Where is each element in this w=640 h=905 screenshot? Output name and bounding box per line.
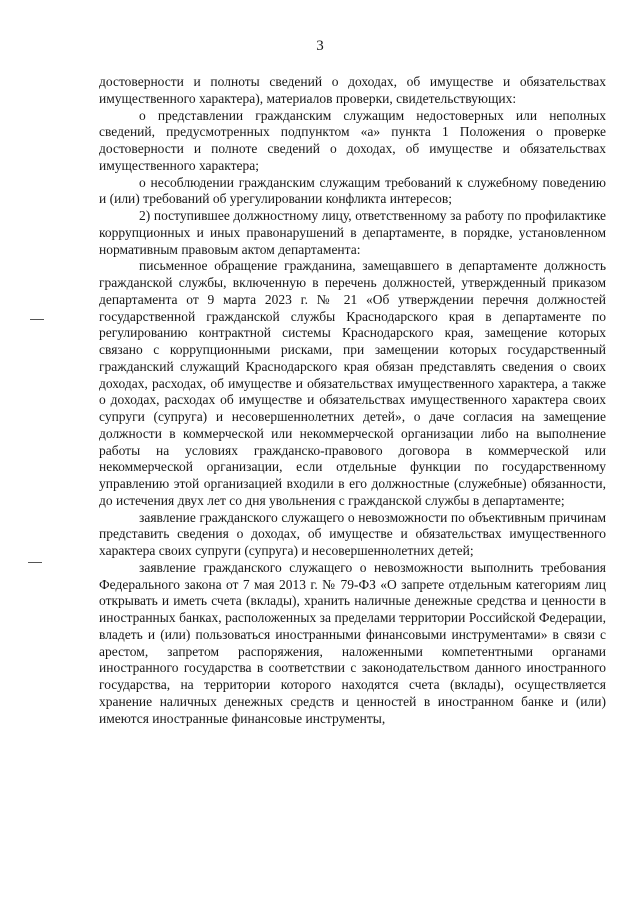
page-number: 3 [316, 38, 324, 54]
paragraph-spouse-info-statement: заявление гражданского служащего о невозможности по объективным причинам представить сведения о доходах, об имуществе и обязательствах имущественного характера своих супруги (супруга) и несовершеннолетних детей; [99, 509, 606, 558]
document-body [99, 74, 606, 727]
margin-mark-bottom [28, 562, 42, 563]
paragraph-foreign-accounts-statement: заявление гражданского служащего о невозможности выполнить требования Федерального закона от 7 мая 2013 г. № 79-ФЗ «О запрете отдельным категориям лиц открывать и иметь счета (вклады), хранить наличные денежные средства и ценности в иностранных банках, расположенных за пределами территории Российской Федерации, владеть и (или) пользоваться иностранными финансовыми инструментами» в связи с арестом, запретом распоряжения, наложенными компетентными органами иностранного государства в соответствии с законодательством данного иностранного государства, на территории которого находятся счета (вклады), осуществляется хранение наличных денежных средств и ценностей в иностранном банке и (или) имеются иностранные финансовые инструменты, [99, 559, 606, 726]
paragraph-false-info: о представлении гражданским служащим недостоверных или неполных сведений, предусмотренных подпунктом «а» пункта 1 Положения о проверке достоверности и полноте сведений о доходах, об имуществе и обязательствах имущественного характера; [99, 107, 606, 173]
margin-mark-top [30, 319, 44, 320]
paragraph-continuation: достоверности и полноты сведений о доходах, об имуществе и обязательствах имущественного характера), материалов проверки, свидетельствующих: [99, 74, 606, 106]
paragraph-citizen-appeal: письменное обращение гражданина, замещавшего в департаменте должность гражданской службы, включенную в перечень должностей, утвержденный приказом департамента от 9 марта 2023 г. № 21 «Об утверждении перечня должностей государственной гражданской службы Краснодарского края в департаменте по регулированию контрактной системы Краснодарского края, замещение которых связано с коррупционными рисками, при замещении которых государственный гражданский служащий Краснодарского края обязан представлять сведения о своих доходах, расходах, об имуществе и обязательствах имущественного характера, а также о доходах, расходах об имуществе и обязательствах имущественного характера своих супруги (супруга) и несовершеннолетних детей», о даче согласия на замещение должности в коммерческой или некоммерческой организации либо на выполнение работы на условиях гражданско-правового договора в коммерческой или некоммерческой организации, если отдельные функции по государственному управлению этой организацией входили в его должностные (служебные) обязанности, до истечения двух лет со дня увольнения с гражданской службы в департаменте; [99, 258, 606, 508]
paragraph-item-2: 2) поступившее должностному лицу, ответственному за работу по профилактике коррупционных и иных правонарушений в департаменте, в порядке, установленном нормативным правовым актом департамента: [99, 208, 606, 257]
paragraph-conduct-violation: о несоблюдении гражданским служащим требований к служебному поведению и (или) требований об урегулировании конфликта интересов; [99, 174, 606, 207]
